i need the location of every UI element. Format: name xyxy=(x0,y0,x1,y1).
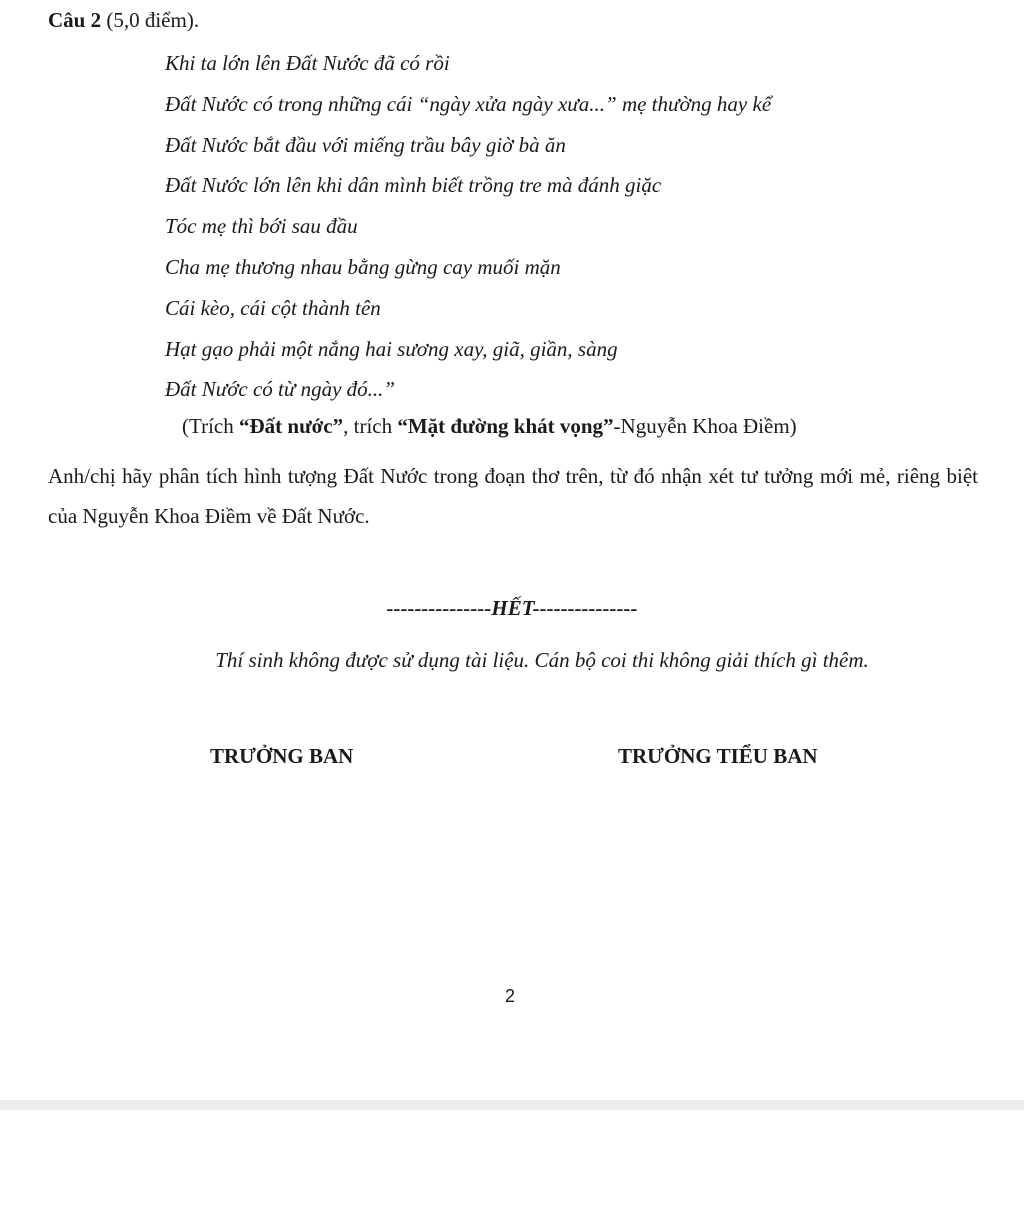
question-heading xyxy=(48,8,199,33)
question-label: Câu 2 xyxy=(48,8,102,32)
signature-left: TRƯỞNG BAN xyxy=(210,744,354,768)
task-prompt: Anh/chị hãy phân tích hình tượng Đất Nước trong đoạn thơ trên, từ đó nhận xét tư tưởng mới mẻ, riêng biệt của Nguyễn Khoa Điềm về Đất Nước. xyxy=(48,464,978,528)
source-mid: , trích xyxy=(343,414,398,438)
poem-line: Khi ta lớn lên Đất Nước đã có rồi xyxy=(165,51,450,75)
page-number: 2 xyxy=(504,986,515,1006)
source-collection: “Mặt đường khát vọng” xyxy=(397,414,614,438)
poem-line: Đất Nước có trong những cái “ngày xửa ngày xưa...” mẹ thường hay kể xyxy=(165,91,772,116)
page-separator xyxy=(0,1100,1024,1110)
poem-line: Cái kèo, cái cột thành tên xyxy=(165,295,381,320)
source-open: (Trích xyxy=(182,414,239,438)
poem-line: Đất Nước lớn lên khi dân mình biết trồng tre mà đánh giặc xyxy=(165,173,662,198)
poem-source xyxy=(182,414,797,439)
source-work: “Đất nước” xyxy=(238,414,344,438)
poem-excerpt xyxy=(165,48,771,415)
poem-line: Đất Nước bắt đầu với miếng trầu bây giờ bà ăn xyxy=(165,132,566,157)
exam-note: Thí sinh không được sử dụng tài liệu. Cán bộ coi thi không giải thích gì thêm. xyxy=(215,648,869,672)
poem-line: Cha mẹ thương nhau bằng gừng cay muối mặn xyxy=(165,254,561,279)
question-points: (5,0 điểm). xyxy=(106,8,200,32)
signature-right: TRƯỞNG TIỂU BAN xyxy=(618,744,818,768)
poem-line: Hạt gạo phải một nắng hai sương xay, giã, giần, sàng xyxy=(165,336,618,361)
poem-line: Tóc mẹ thì bới sau đầu xyxy=(165,214,358,239)
poem-line: Đất Nước có từ ngày đó...” xyxy=(165,377,396,402)
source-author: -Nguyễn Khoa Điềm) xyxy=(613,414,797,438)
end-mark: ---------------HẾT--------------- xyxy=(386,596,638,620)
